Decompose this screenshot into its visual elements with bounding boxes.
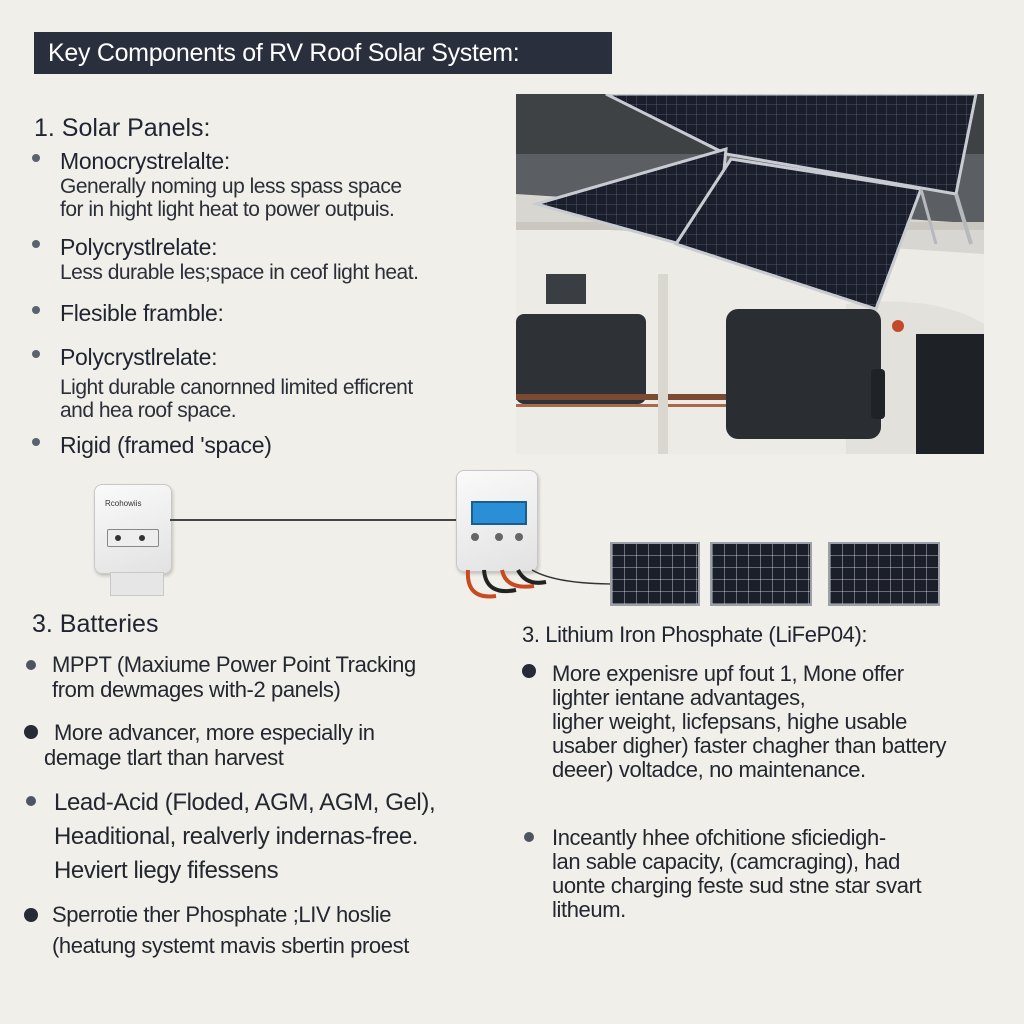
item-description xyxy=(60,376,413,422)
lifepo4-heading: 3. Lithium Iron Phosphate (LiFeP04): xyxy=(522,622,868,647)
desc-line: and hea roof space. xyxy=(60,399,237,422)
text-line: litheum. xyxy=(552,897,626,922)
controller-button-icon xyxy=(515,533,523,541)
desc-line: Light durable canornned limited efficrent xyxy=(60,376,413,399)
battery-item xyxy=(52,902,409,958)
battery-item xyxy=(54,786,435,888)
battery-item xyxy=(44,720,375,770)
bullet-icon xyxy=(32,154,40,162)
cables-icon xyxy=(456,560,626,610)
text-line: from dewmages with-2 panels) xyxy=(52,677,341,702)
rv-solar-photo xyxy=(516,94,984,454)
text-line: usaber digher) faster chagher than battery xyxy=(552,733,947,758)
text-line: Heviert liegy fifessens xyxy=(54,857,279,884)
item-description xyxy=(60,175,402,221)
text-line: Lead-Acid (Floded, AGM, AGM, Gel), xyxy=(54,789,436,816)
connection-wire xyxy=(170,519,460,521)
text-line: More expenisre upf fout 1, Mone offer xyxy=(552,661,904,686)
controller-button-icon xyxy=(471,533,479,541)
text-line: ligher weight, licfepsans, highe usable xyxy=(552,709,907,734)
charge-controller-left xyxy=(94,484,172,574)
item-title: Polycrystlrelate: xyxy=(60,344,218,370)
item-title: Rigid (framed 'space) xyxy=(60,432,272,458)
bullet-icon xyxy=(24,908,38,922)
solar-panels-heading: 1. Solar Panels: xyxy=(34,114,211,142)
bullet-icon xyxy=(26,796,36,806)
item-title: Monocrystrelalte: xyxy=(60,148,231,174)
controller-mount-bracket xyxy=(110,572,164,596)
mppt-controller xyxy=(456,470,538,572)
text-line: MPPT (Maxiume Power Point Tracking xyxy=(52,652,416,677)
solar-panel-icon xyxy=(828,542,940,606)
text-line: More advancer, more especially in xyxy=(54,720,375,745)
page-title: Key Components of RV Roof Solar System: xyxy=(34,32,612,74)
battery-item xyxy=(52,652,416,702)
bullet-icon xyxy=(32,240,40,248)
desc-line: for in hight light heat to power outpuis. xyxy=(60,198,395,221)
controller-label: Rcohowiis xyxy=(105,499,142,508)
batteries-heading: 3. Batteries xyxy=(32,610,159,638)
text-line: Sperrotie ther Phosphate ;LIV hoslie xyxy=(52,902,392,927)
port-dot-icon xyxy=(139,535,145,541)
rv-photo-illustration xyxy=(516,94,984,454)
text-line: lan sable capacity, (camcraging), had xyxy=(552,849,900,874)
solar-panel-icon xyxy=(610,542,700,606)
text-line: Headitional, realverly indernas-free. xyxy=(54,823,419,850)
controller-screen xyxy=(471,501,527,525)
desc-line: Generally noming up less spass space xyxy=(60,175,402,198)
controller-button-icon xyxy=(495,533,503,541)
desc-line: Less durable les;space in ceof light heat. xyxy=(60,261,419,284)
item-description xyxy=(60,261,418,284)
bullet-icon xyxy=(26,660,36,670)
text-line: Inceantly hhee ofchitione sficiedigh- xyxy=(552,825,886,850)
item-title: Polycrystlrelate: xyxy=(60,234,218,260)
bullet-icon xyxy=(522,664,536,678)
bullet-icon xyxy=(32,306,40,314)
text-line: demage tlart than harvest xyxy=(44,745,284,770)
lifepo4-item xyxy=(552,826,921,922)
text-line: lighter ientane advantages, xyxy=(552,685,806,710)
solar-panel-icon xyxy=(710,542,812,606)
port-dot-icon xyxy=(115,535,121,541)
text-line: uonte charging feste sud stne star svart xyxy=(552,873,922,898)
bullet-icon xyxy=(24,725,38,739)
item-title: Flesible framble: xyxy=(60,300,224,326)
text-line: (heatung systemt mavis sbertin proest xyxy=(52,933,409,958)
bullet-icon xyxy=(32,350,40,358)
text-line: deeer) voltadce, no maintenance. xyxy=(552,757,866,782)
bullet-icon xyxy=(524,832,534,842)
lifepo4-item xyxy=(552,662,946,782)
bullet-icon xyxy=(32,438,40,446)
